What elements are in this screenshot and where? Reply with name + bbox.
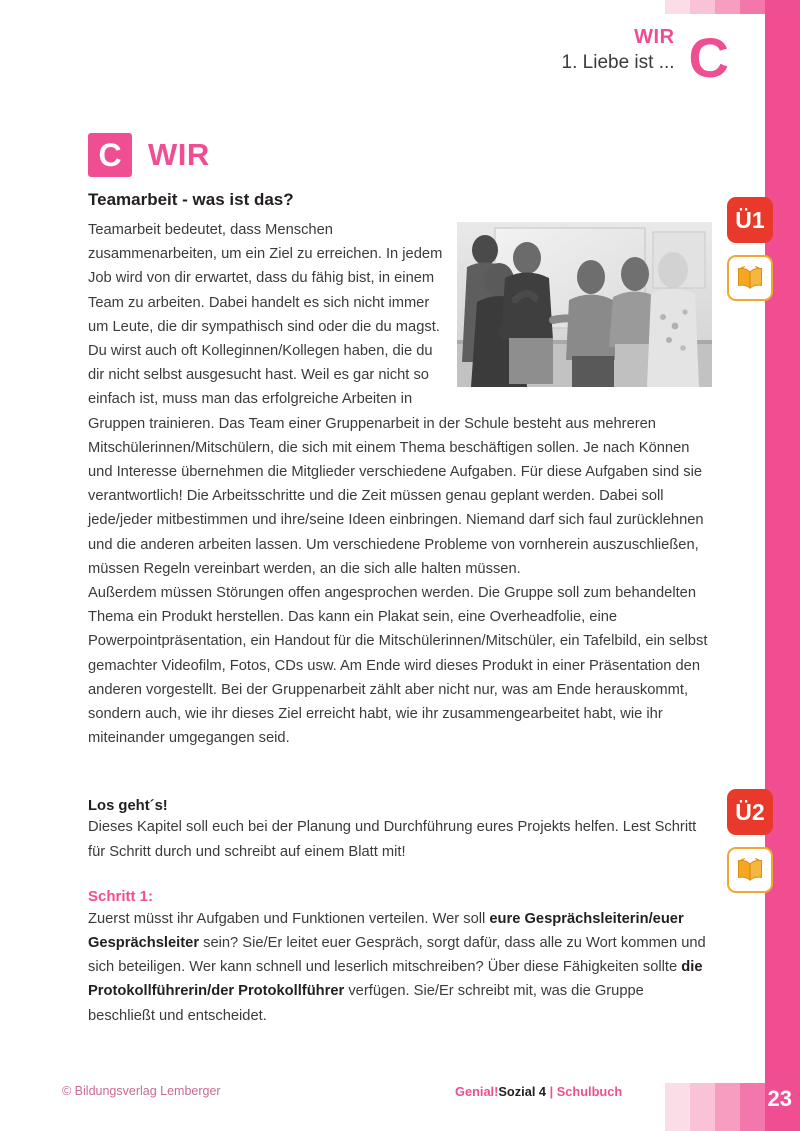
header-unit-title: 1. Liebe ist ...	[561, 52, 675, 73]
los-gehts-text: Dieses Kapitel soll euch bei der Planung und Durchführung eures Projekts helfen. Lest Schritt für Schritt durch und schreibt auf einem Blatt mit!	[88, 819, 697, 860]
right-pink-bar-inner	[765, 0, 800, 1131]
exercise-badge-u2[interactable]: Ü2	[727, 789, 773, 835]
open-book-icon-1[interactable]	[727, 255, 773, 301]
classroom-photo	[457, 222, 712, 387]
exercise-badge-group-1	[727, 197, 773, 301]
exercise-badge-u1[interactable]: Ü1	[727, 197, 773, 243]
gradient-block-3	[715, 0, 740, 14]
open-book-icon	[736, 266, 764, 290]
schritt-1-part-1: Zuerst müsst ihr Aufgaben und Funktionen verteilen. Wer soll	[88, 910, 490, 927]
section-heading: Teamarbeit - was ist das?	[88, 190, 294, 209]
spacer	[88, 750, 712, 798]
gradient-block-1	[665, 0, 690, 14]
footer-series: Sozial 4	[498, 1084, 547, 1099]
gradient-block-4	[740, 0, 765, 14]
footer-series-info	[455, 1084, 622, 1099]
footer-gradient-block-1	[665, 1083, 690, 1131]
spacer	[88, 864, 712, 888]
footer-gradient-block-2	[690, 1083, 715, 1131]
header-chapter-letter: C	[688, 26, 729, 89]
schritt-1-heading: Schritt 1:	[88, 887, 154, 905]
footer-gradient-block-3	[715, 1083, 740, 1131]
chapter-letter-badge: C	[88, 133, 132, 177]
los-gehts-heading: Los geht´s!	[88, 798, 168, 815]
gradient-block-2	[690, 0, 715, 14]
chapter-title-group	[88, 133, 210, 177]
schritt-1-bold-1: eure Gesprächsleiterin/euer Gesprächsleiter	[88, 910, 684, 952]
paragraph-2: Außerdem müssen Störungen offen angesprochen werden. Die Gruppe soll zum behandelten Thema ein Produkt herstellen. Das kann ein Plakat sein, eine Overheadfolie, eine Powerpointpräsentation, ein Handout für die Mitschülerinnen/Mitschüler, ein Tafelbild, ein selbst gemachter Videofilm, Fotos, CDs usw. Am Ende wird dieses Produkt in einer Präsentation den anderen vorgestellt. Bei der Gruppenarbeit zählt aber nicht nur, was am Ende herauskommt, sondern auch, wie ihr dieses Ziel erreicht habt, wie ihr zusammengearbeitet habt, wie ihr miteinander umgegangen seid.	[88, 585, 708, 747]
page-header	[0, 26, 765, 89]
footer-gradient-block-4	[740, 1083, 765, 1131]
schritt-1-part-3: verfügen. Sie/Er schreibt mit, was die Gruppe beschließt und entscheidet.	[88, 983, 644, 1024]
gradient-block-5	[765, 0, 790, 14]
open-book-icon-2[interactable]	[727, 847, 773, 893]
schritt-1-part-2: sein? Sie/Er leitet euer Gespräch, sorgt dafür, dass alle zu Wort kommen und sich beteiligen. Wer kann schnell und leserlich mitschreiben? Über diese Fähigkeiten sollte	[88, 935, 706, 976]
chapter-title-text: WIR	[148, 137, 210, 172]
schritt-1-bold-2: die Protokollführerin/der Protokollführer	[88, 959, 703, 1000]
classroom-photo-graphic	[457, 222, 712, 387]
right-pink-bar	[765, 0, 800, 1131]
page-number: 23	[767, 1086, 792, 1111]
paragraph-1: Teamarbeit bedeutet, dass Menschen zusammenarbeiten, um ein Ziel zu erreichen. In jedem Job wird von dir erwartet, dass du fähig bist, in einem Team zu arbeiten. Dabei handelt es sich nicht immer um Leute, die dir sympathisch sind oder die du magst. Du wirst auch oft Kolleginnen/Kollegen haben, die du dir nicht selbst ausgesucht hast. Weil es gar nicht so einfach ist, muss man das erfolgreiche Arbeiten in Gruppen trainieren. Das Team einer Gruppenarbeit in der Schule besteht aus mehreren Mitschülerinnen/Mitschülern, die sich mit einem Thema beschäftigen sollen. Je nach Können und Interesse übernehmen die Mitglieder verschiedene Aufgaben. Für diese Aufgaben sind sie verantwortlich! Die Arbeitsschritte und die Zeit müssen genau geplant werden. Dabei soll jede/jeder mitbestimmen und ihre/seine Ideen einbringen. Niemand darf sich faul zurücklehnen und die anderen arbeiten lassen. Um verschiedene Probleme von vornherein auszuschließen, müssen Regeln vereinbart werden, an die sich alle halten müssen.	[88, 222, 704, 577]
exercise-badge-group-2	[727, 789, 773, 893]
footer-separator: |	[549, 1084, 554, 1099]
open-book-icon	[736, 858, 764, 882]
footer-brand: Genial!	[455, 1084, 499, 1099]
top-gradient-blocks	[665, 0, 790, 14]
main-content	[88, 190, 712, 1028]
footer-kind: Schulbuch	[556, 1084, 623, 1099]
header-wir-label: WIR	[634, 26, 675, 48]
footer-copyright: © Bildungsverlag Lemberger	[62, 1084, 221, 1098]
schritt-1-text	[88, 907, 712, 1028]
